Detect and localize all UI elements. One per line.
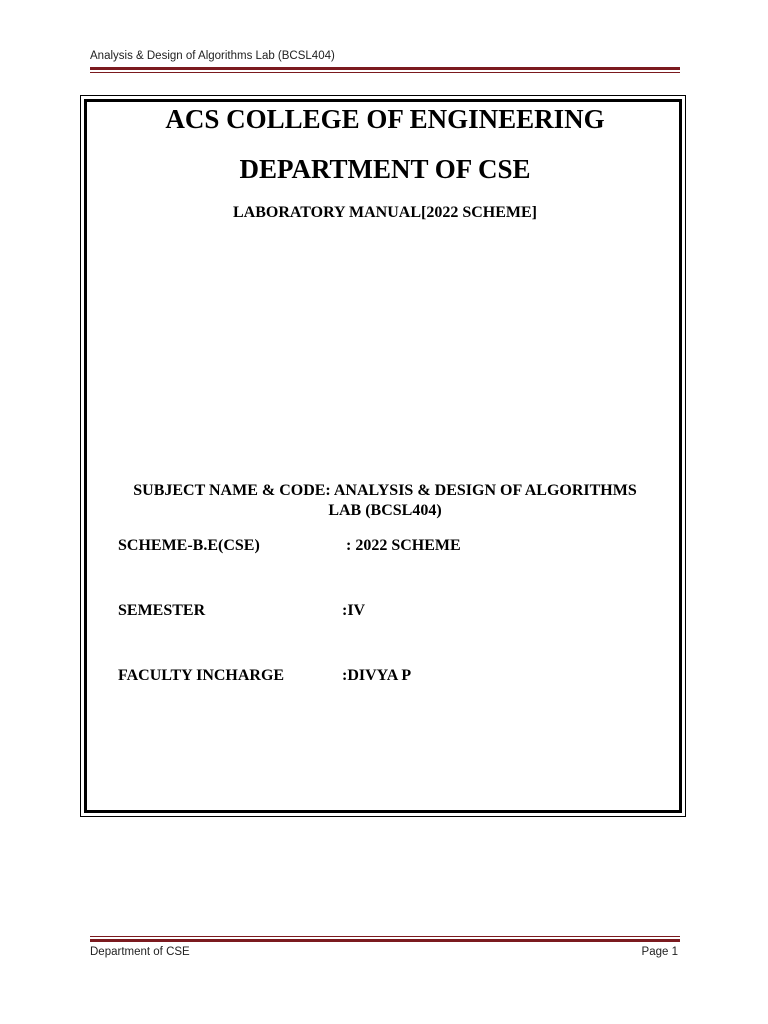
scheme-value: : 2022 SCHEME <box>346 537 461 554</box>
college-name: ACS COLLEGE OF ENGINEERING <box>165 104 605 134</box>
manual-title: LABORATORY MANUAL[2022 SCHEME] <box>232 204 538 221</box>
footer-department: Department of CSE <box>90 946 190 958</box>
semester-value: :IV <box>342 602 366 619</box>
department-name: DEPARTMENT OF CSE <box>239 154 531 184</box>
scheme-label: SCHEME-B.E(CSE) <box>118 537 260 554</box>
faculty-value: :DIVYA P <box>342 667 412 684</box>
footer-page-number: Page 1 <box>641 946 678 958</box>
subject-block <box>80 481 690 521</box>
faculty-label: FACULTY INCHARGE <box>118 667 285 684</box>
footer-rule <box>90 939 680 942</box>
page-header-title: Analysis & Design of Algorithms Lab (BCSL404) <box>90 50 335 62</box>
footer-rule-thin <box>90 936 680 937</box>
subject-line-2: LAB (BCSL404) <box>328 502 442 519</box>
semester-label: SEMESTER <box>118 602 206 619</box>
header-rule <box>90 67 680 70</box>
subject-line-1: SUBJECT NAME & CODE: ANALYSIS & DESIGN OF ALGORITHMS <box>133 482 637 499</box>
header-rule-thin <box>90 72 680 73</box>
